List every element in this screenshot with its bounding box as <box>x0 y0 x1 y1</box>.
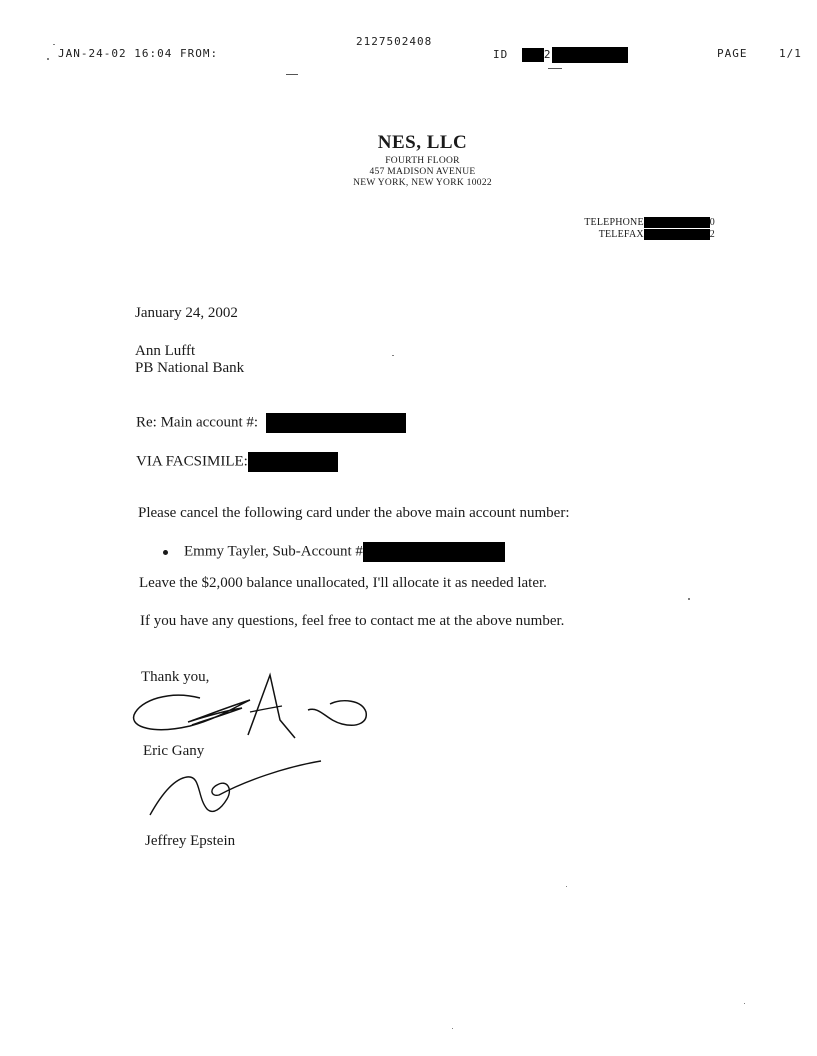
fax-page-number: 1/1 <box>779 47 802 60</box>
telephone-label: TELEPHONE <box>584 217 644 228</box>
recipient-org: PB National Bank <box>135 360 245 376</box>
redaction-block <box>552 47 628 63</box>
redaction-block <box>644 217 710 228</box>
fax-id-label: ID <box>493 48 509 61</box>
redaction-block <box>522 48 544 62</box>
fax-noise-speck <box>548 68 562 69</box>
paragraph-questions: If you have any questions, feel free to contact me at the above number. <box>140 613 565 629</box>
recipient-name: Ann Lufft <box>135 343 196 359</box>
re-label: Re: Main account #: <box>136 414 259 431</box>
telefax-label: TELEFAX <box>598 229 644 240</box>
letterhead <box>0 132 817 188</box>
bullet-item <box>163 542 505 562</box>
paragraph-cancel: Please cancel the following card under the above main account number: <box>138 505 570 521</box>
fax-noise-speck <box>286 74 298 75</box>
signer-jeffrey-epstein: Jeffrey Epstein <box>145 833 236 849</box>
address-street: 457 MADISON AVENUE <box>369 167 476 177</box>
fax-phone-number: 2127502408 <box>356 35 433 48</box>
fax-page-label: PAGE <box>717 47 748 60</box>
redaction-block <box>644 229 710 240</box>
fax-noise-speck <box>452 1028 453 1029</box>
paragraph-balance: Leave the $2,000 balance unallocated, I'll allocate it as needed later. <box>139 575 547 591</box>
address-city: NEW YORK, NEW YORK 10022 <box>353 178 492 188</box>
closing: Thank you, <box>141 669 210 685</box>
signature-eric-gany <box>130 670 375 750</box>
bullet-text: Emmy Tayler, Sub-Account # <box>184 543 363 560</box>
signer-eric-gany: Eric Gany <box>143 743 205 759</box>
fax-noise-speck <box>53 44 55 45</box>
letter-date: January 24, 2002 <box>135 305 238 321</box>
redaction-block <box>363 542 505 562</box>
company-name: NES, LLC <box>377 132 468 153</box>
fax-timestamp: JAN-24-02 16:04 FROM: <box>58 47 219 60</box>
via-line <box>136 452 338 472</box>
fax-noise-speck <box>688 598 690 600</box>
fax-noise-speck <box>566 886 567 887</box>
fax-noise-speck <box>744 1003 745 1004</box>
via-label: VIA FACSIMILE: <box>136 453 248 470</box>
redaction-block <box>266 413 406 433</box>
signature-jeffrey-epstein <box>145 757 330 827</box>
fax-noise-speck <box>47 58 49 60</box>
telefax-tail: 2 <box>709 229 715 240</box>
telephone-line <box>560 217 715 228</box>
redaction-block <box>248 452 338 472</box>
fax-id-suffix: 2 <box>543 48 552 61</box>
bullet-dot <box>163 550 168 555</box>
fax-noise-speck <box>392 355 394 356</box>
telefax-line <box>560 229 715 240</box>
re-line <box>136 413 406 433</box>
address-floor: FOURTH FLOOR <box>385 156 460 166</box>
fax-id <box>493 47 628 63</box>
telephone-tail: 0 <box>709 217 715 228</box>
